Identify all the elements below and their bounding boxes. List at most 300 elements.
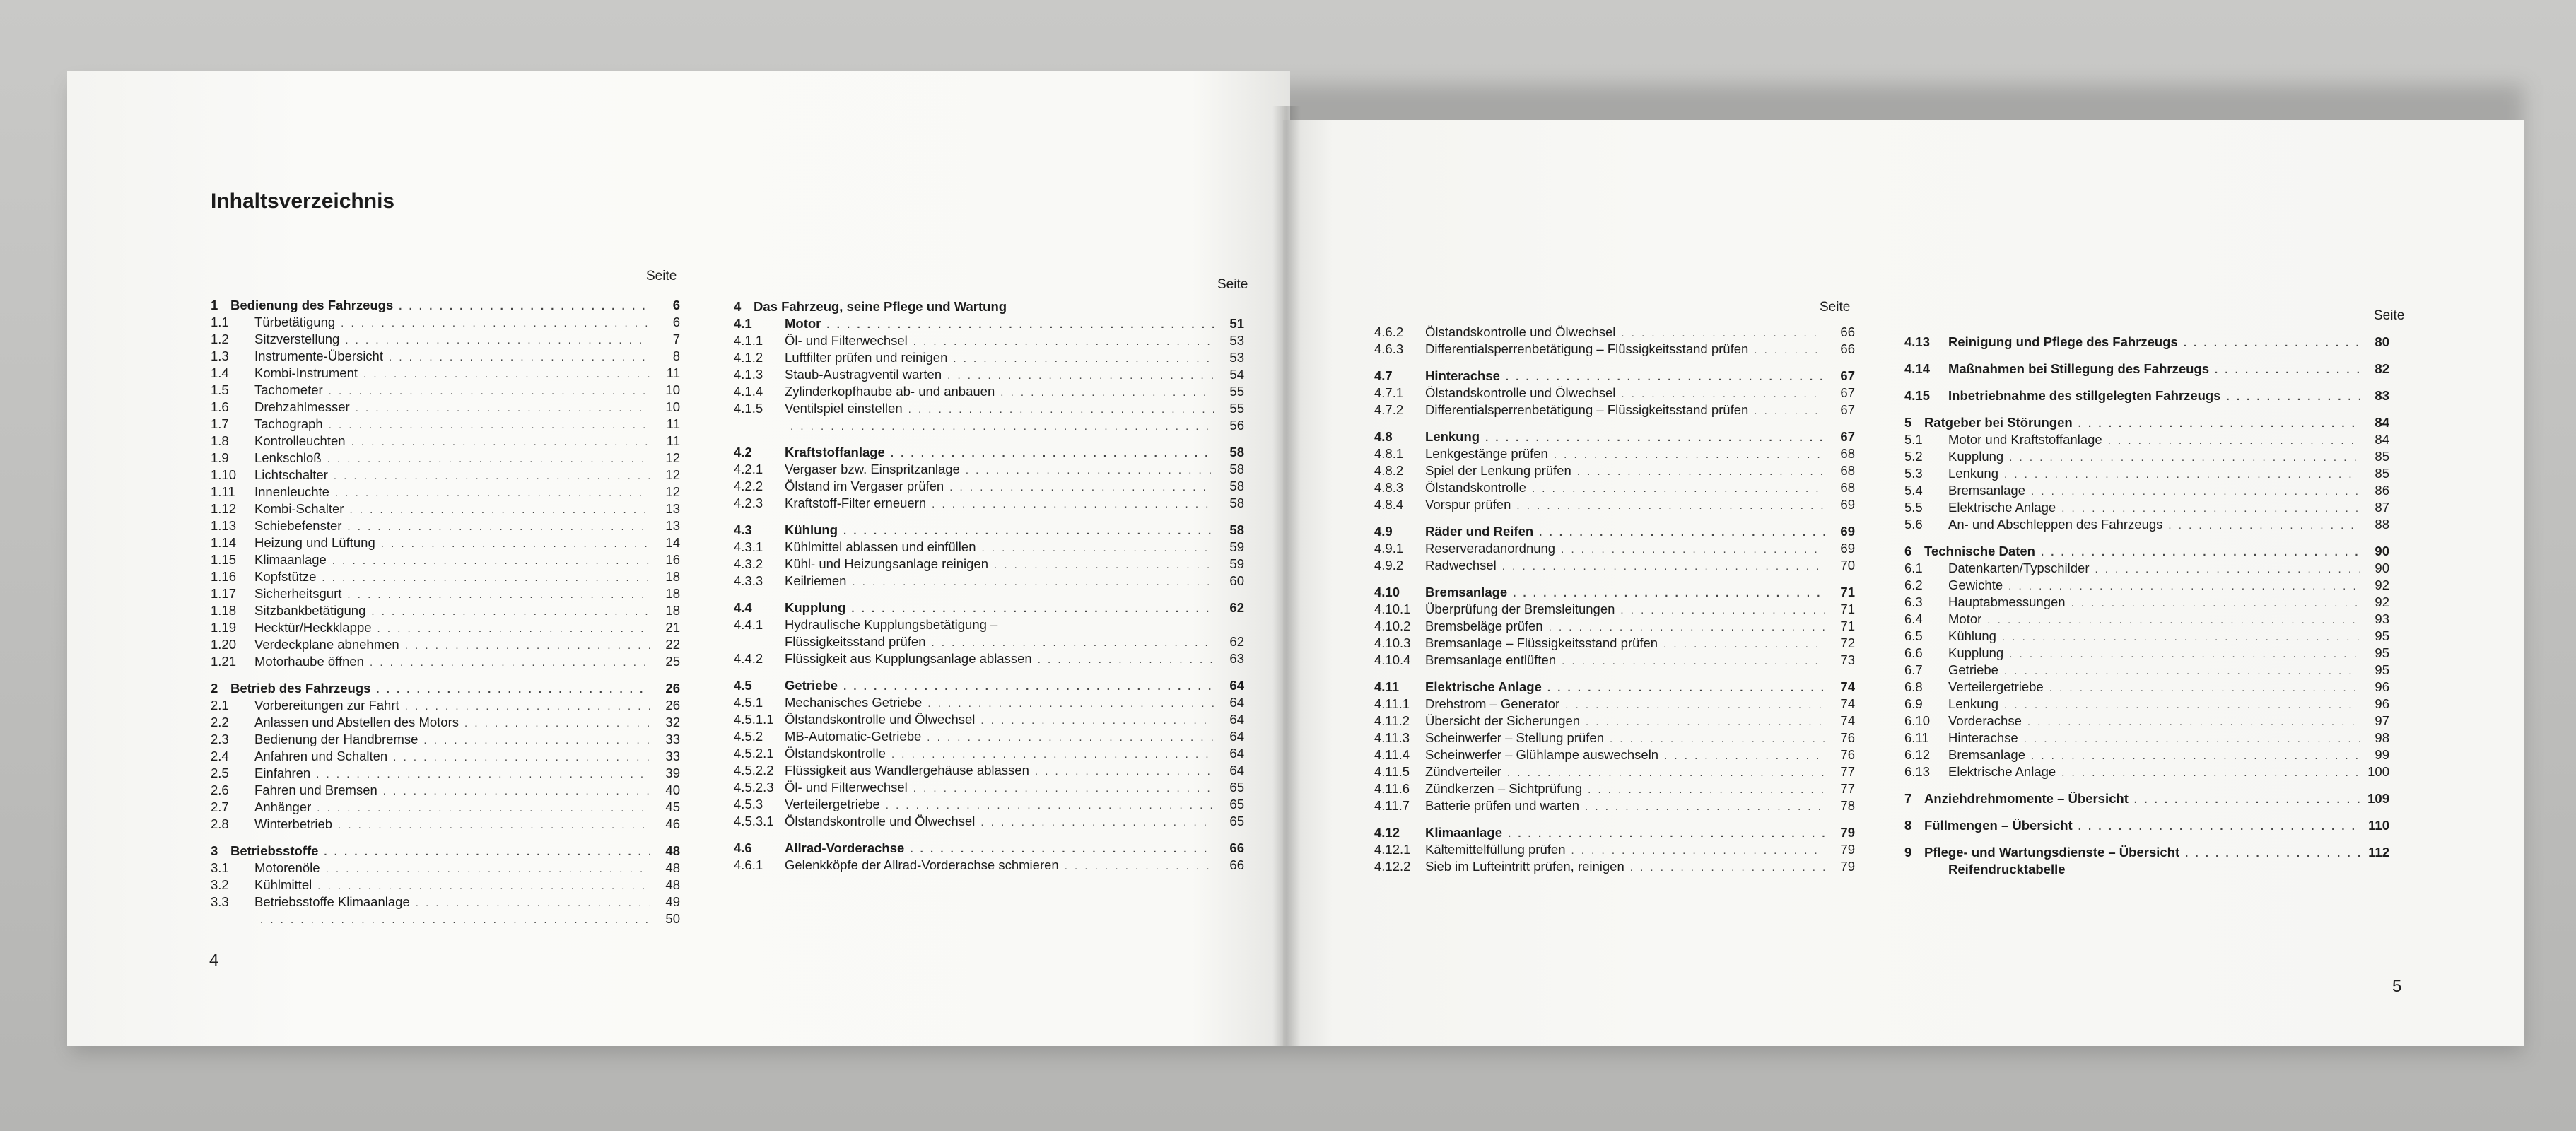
toc-leader-dots bbox=[1502, 558, 1825, 575]
toc-entry bbox=[211, 314, 680, 331]
toc-leader-dots bbox=[851, 601, 1214, 618]
toc-entry-number: 4.1.3 bbox=[734, 367, 763, 382]
toc-entry-title: Differentialsperrenbetätigung – Flüssigkeitsstand prüfen bbox=[1425, 341, 1749, 356]
toc-entry-number: 6.7 bbox=[1904, 662, 1923, 677]
toc-entry bbox=[734, 349, 1244, 366]
toc-leader-dots bbox=[980, 713, 1214, 729]
toc-entry bbox=[211, 782, 680, 799]
toc-entry-title: Kupplung bbox=[1948, 449, 2004, 464]
toc-entry bbox=[211, 416, 680, 433]
toc-entry bbox=[734, 616, 1244, 633]
toc-leader-dots bbox=[927, 729, 1214, 746]
toc-entry-title: Maßnahmen bei Stillegung des Fahrzeugs bbox=[1948, 361, 2210, 376]
toc-entry bbox=[1374, 713, 1855, 729]
toc-entry bbox=[211, 653, 680, 670]
toc-leader-dots bbox=[2009, 450, 2360, 467]
toc-entry-title: Ventilspiel einstellen bbox=[785, 401, 903, 416]
toc-entry bbox=[734, 444, 1244, 461]
toc-entry-number: 4.5 bbox=[734, 678, 752, 693]
toc-entry-number: 4.6.3 bbox=[1374, 341, 1404, 356]
toc-entry-number: 6.3 bbox=[1904, 594, 1923, 609]
toc-entry-title: Ölstandskontrolle und Ölwechsel bbox=[1425, 385, 1616, 400]
toc-leader-dots bbox=[1485, 430, 1825, 447]
toc-entry-page: 59 bbox=[1229, 539, 1244, 554]
toc-entry-number: 3.3 bbox=[211, 894, 229, 909]
toc-entry bbox=[1374, 402, 1855, 418]
toc-entry-page: 64 bbox=[1229, 729, 1244, 744]
toc-entry bbox=[211, 348, 680, 365]
toc-entry-page: 26 bbox=[665, 698, 680, 713]
toc-entry-number: 6.1 bbox=[1904, 561, 1923, 575]
toc-leader-dots bbox=[1663, 636, 1825, 653]
toc-entry-title: Staub-Austragventil warten bbox=[785, 367, 942, 382]
toc-leader-dots bbox=[1554, 447, 1825, 464]
toc-entry-page: 87 bbox=[2375, 500, 2389, 515]
toc-entry-title: Übersicht der Sicherungen bbox=[1425, 713, 1581, 728]
toc-entry-number: 4.5.1 bbox=[734, 695, 763, 710]
toc-entry-title: Kontrolleuchten bbox=[254, 433, 346, 448]
toc-leader-dots bbox=[932, 496, 1214, 513]
toc-entry bbox=[734, 779, 1244, 796]
toc-entry-number: 6.9 bbox=[1904, 696, 1923, 711]
toc-entry-number: 4.7.1 bbox=[1374, 385, 1404, 400]
toc-entry-page: 58 bbox=[1229, 479, 1244, 493]
toc-entry-page: 76 bbox=[1840, 730, 1855, 745]
toc-entry-title: Sicherheitsgurt bbox=[254, 586, 342, 601]
toc-entry-number: 2 bbox=[211, 681, 218, 696]
toc-entry-number: 4.4 bbox=[734, 600, 752, 615]
toc-entry-title: Schiebefenster bbox=[254, 518, 342, 533]
toc-leader-dots bbox=[370, 655, 650, 672]
toc-entry bbox=[734, 599, 1244, 616]
toc-entry-number: 4.7.2 bbox=[1374, 402, 1404, 417]
toc-entry-number: 4.6 bbox=[734, 840, 752, 855]
toc-entry bbox=[1904, 499, 2389, 516]
toc-entry bbox=[211, 450, 680, 467]
toc-entry-page: 48 bbox=[665, 843, 680, 858]
toc-entry-title: Pflege- und Wartungsdienste – Übersicht bbox=[1924, 845, 2180, 860]
toc-entry bbox=[734, 813, 1244, 830]
toc-entry bbox=[1904, 465, 2389, 482]
toc-entry-page: 96 bbox=[2375, 679, 2389, 694]
toc-leader-dots bbox=[351, 434, 650, 451]
toc-entry-page: 95 bbox=[2375, 628, 2389, 643]
toc-entry-page: 71 bbox=[1840, 585, 1855, 599]
toc-entry-title: Lenkung bbox=[1948, 696, 1998, 711]
toc-entry-title: Ölstandskontrolle und Ölwechsel bbox=[785, 814, 976, 828]
toc-entry-page: 12 bbox=[665, 450, 680, 465]
toc-entry-number: 4.3 bbox=[734, 522, 752, 537]
toc-entry-title: Elektrische Anlage bbox=[1948, 764, 2056, 779]
toc-leader-dots bbox=[913, 334, 1214, 351]
toc-leader-dots bbox=[338, 817, 650, 834]
toc-entry-title: Verdeckplane abnehmen bbox=[254, 637, 399, 652]
toc-entry bbox=[211, 399, 680, 416]
toc-leader-dots bbox=[2185, 845, 2360, 862]
toc-entry-page: 64 bbox=[1229, 746, 1244, 761]
toc-entry-title: Drehzahlmesser bbox=[254, 399, 350, 414]
toc-entry-page: 68 bbox=[1840, 463, 1855, 478]
toc-entry-title: Reserveradanordnung bbox=[1425, 541, 1556, 556]
toc-entry-number: 1.6 bbox=[211, 399, 229, 414]
toc-entry-title: Bremsanlage bbox=[1948, 483, 2026, 498]
toc-entry bbox=[1374, 824, 1855, 841]
toc-entry-number: 4.11.3 bbox=[1374, 730, 1410, 745]
toc-entry bbox=[1374, 601, 1855, 618]
toc-entry-title: Öl- und Filterwechsel bbox=[785, 333, 908, 348]
toc-entry bbox=[734, 711, 1244, 728]
toc-leader-dots bbox=[2108, 433, 2360, 450]
toc-entry-title: Technische Daten bbox=[1924, 544, 2035, 558]
toc-entry bbox=[734, 298, 1244, 315]
toc-entry-page: 86 bbox=[2375, 483, 2389, 498]
toc-leader-dots bbox=[2071, 595, 2360, 612]
toc-entry bbox=[1374, 496, 1855, 513]
toc-entry-number: 4.1 bbox=[734, 316, 752, 331]
toc-leader-dots bbox=[949, 479, 1214, 496]
toc-leader-dots bbox=[347, 519, 650, 536]
toc-entry-number: 4.14 bbox=[1904, 361, 1931, 376]
toc-entry-page: 40 bbox=[665, 783, 680, 797]
toc-entry-page: 62 bbox=[1229, 634, 1244, 649]
toc-entry bbox=[1904, 746, 2389, 763]
toc-entry-number: 4.11.4 bbox=[1374, 747, 1410, 762]
toc-entry-title: Bedienung der Handbremse bbox=[254, 732, 418, 746]
toc-entry-page: 33 bbox=[665, 732, 680, 746]
toc-entry-page: 79 bbox=[1840, 825, 1855, 840]
toc-entry bbox=[1374, 428, 1855, 445]
toc-leader-dots bbox=[2008, 578, 2360, 595]
toc-entry-page: 8 bbox=[672, 348, 680, 363]
toc-entry-number: 6.6 bbox=[1904, 645, 1923, 660]
toc-entry bbox=[211, 697, 680, 714]
toc-leader-dots bbox=[1000, 385, 1214, 402]
toc-entry bbox=[1904, 611, 2389, 628]
toc-entry-number: 1.11 bbox=[211, 484, 235, 499]
toc-entry bbox=[211, 297, 680, 314]
toc-entry-page: 66 bbox=[1840, 341, 1855, 356]
toc-entry bbox=[211, 602, 680, 619]
toc-entry bbox=[211, 467, 680, 484]
toc-entry-number: 4.5.2.2 bbox=[734, 763, 774, 778]
toc-entry-number: 2.3 bbox=[211, 732, 229, 746]
toc-entry-page: 22 bbox=[665, 637, 680, 652]
toc-entry-page: 65 bbox=[1229, 780, 1244, 795]
toc-entry-title: Ölstand im Vergaser prüfen bbox=[785, 479, 944, 493]
toc-entry-number: 1.9 bbox=[211, 450, 229, 465]
toc-entry bbox=[1904, 628, 2389, 645]
toc-entry-page: 66 bbox=[1229, 857, 1244, 872]
toc-entry bbox=[211, 843, 680, 860]
toc-entry-title: Zündverteiler bbox=[1425, 764, 1501, 779]
toc-entry-page: 67 bbox=[1840, 385, 1855, 400]
toc-leader-dots bbox=[843, 523, 1214, 540]
toc-entry bbox=[734, 796, 1244, 813]
toc-entry-number: 1.14 bbox=[211, 535, 237, 550]
toc-entry-page: 25 bbox=[665, 654, 680, 669]
toc-entry-page: 110 bbox=[2368, 818, 2389, 833]
toc-entry-number: 1.13 bbox=[211, 518, 237, 533]
toc-entry-number: 1.16 bbox=[211, 569, 237, 584]
toc-leader-dots bbox=[327, 451, 650, 468]
toc-entry-title: Kombi-Schalter bbox=[254, 501, 344, 516]
toc-entry-title: Drehstrom – Generator bbox=[1425, 696, 1560, 711]
toc-entry-title: Kühlmittel ablassen und einfüllen bbox=[785, 539, 976, 554]
toc-entry-page: 11 bbox=[666, 416, 680, 431]
toc-entry-number: 5.5 bbox=[1904, 500, 1923, 515]
toc-leader-dots bbox=[1035, 763, 1214, 780]
toc-entry-page: 6 bbox=[672, 298, 680, 312]
toc-entry-title: Öl- und Filterwechsel bbox=[785, 780, 908, 795]
toc-leader-dots bbox=[1610, 731, 1825, 748]
toc-entry-number: 4.5.1.1 bbox=[734, 712, 774, 727]
toc-entry bbox=[211, 877, 680, 893]
toc-leader-dots bbox=[335, 485, 650, 502]
toc-entry-title: Elektrische Anlage bbox=[1948, 500, 2056, 515]
toc-entry bbox=[1904, 861, 2389, 878]
toc-entry bbox=[734, 539, 1244, 556]
toc-entry-page: 74 bbox=[1840, 713, 1855, 728]
toc-entry-number: 4.11.2 bbox=[1374, 713, 1410, 728]
toc-entry-number: 4.8 bbox=[1374, 429, 1393, 444]
toc-leader-dots bbox=[852, 574, 1214, 591]
toc-entry-title: Ratgeber bei Störungen bbox=[1924, 415, 2073, 430]
toc-leader-dots bbox=[345, 332, 650, 349]
toc-entry-number: 4.11.7 bbox=[1374, 798, 1410, 813]
toc-entry bbox=[1904, 482, 2389, 499]
toc-entry bbox=[1904, 844, 2389, 861]
toc-entry bbox=[1374, 385, 1855, 402]
toc-leader-dots bbox=[2061, 500, 2360, 517]
toc-entry bbox=[734, 728, 1244, 745]
toc-entry-page: 77 bbox=[1840, 764, 1855, 779]
toc-entry-page: 12 bbox=[665, 484, 680, 499]
toc-leader-dots bbox=[826, 317, 1214, 334]
toc-entry-page: 64 bbox=[1229, 695, 1244, 710]
toc-entry-title: Flüssigkeit aus Wandlergehäuse ablassen bbox=[785, 763, 1029, 778]
toc-entry bbox=[1374, 652, 1855, 669]
toc-leader-dots bbox=[843, 679, 1214, 696]
toc-leader-dots bbox=[2009, 646, 2360, 663]
toc-entry-number: 4.6.1 bbox=[734, 857, 763, 872]
toc-entry-page: 26 bbox=[665, 681, 680, 696]
toc-entry bbox=[734, 478, 1244, 495]
toc-entry-number: 1.10 bbox=[211, 467, 237, 482]
toc-entry-page: 68 bbox=[1840, 480, 1855, 495]
toc-entry bbox=[1904, 361, 2389, 377]
toc-leader-dots bbox=[1507, 765, 1825, 782]
toc-entry bbox=[734, 332, 1244, 349]
toc-leader-dots bbox=[326, 861, 650, 878]
toc-entry-title: Motorenöle bbox=[254, 860, 320, 875]
toc-entry bbox=[734, 522, 1244, 539]
toc-entry bbox=[734, 694, 1244, 711]
toc-entry bbox=[211, 568, 680, 585]
toc-entry bbox=[1904, 713, 2389, 729]
toc-entry-number: 4.1.1 bbox=[734, 333, 763, 348]
toc-column-1 bbox=[211, 297, 680, 927]
toc-entry-title: Reinigung und Pflege des Fahrzeugs bbox=[1948, 334, 2178, 349]
toc-entry-page: 11 bbox=[666, 365, 680, 380]
toc-entry bbox=[1904, 662, 2389, 679]
toc-entry-title: Kühlung bbox=[785, 522, 838, 537]
toc-entry-page: 16 bbox=[665, 552, 680, 567]
toc-entry-page: 80 bbox=[2375, 334, 2389, 349]
toc-entry-title: Betrieb des Fahrzeugs bbox=[230, 681, 371, 696]
toc-entry-number: 4.2 bbox=[734, 445, 752, 459]
toc-entry-page: 88 bbox=[2375, 517, 2389, 532]
toc-entry-page: 74 bbox=[1840, 696, 1855, 711]
toc-entry-number: 2.8 bbox=[211, 816, 229, 831]
toc-leader-dots bbox=[908, 402, 1214, 418]
toc-entry-page: 71 bbox=[1840, 619, 1855, 633]
toc-entry-title: Bedienung des Fahrzeugs bbox=[230, 298, 394, 312]
toc-entry-page: 90 bbox=[2375, 561, 2389, 575]
toc-leader-dots bbox=[347, 587, 650, 604]
toc-entry-number: 4.5.3 bbox=[734, 797, 763, 811]
toc-entry bbox=[1374, 635, 1855, 652]
toc-entry-number: 4.10.3 bbox=[1374, 635, 1411, 650]
toc-entry-number: 7 bbox=[1904, 791, 1912, 806]
toc-leader-dots bbox=[1561, 541, 1825, 558]
toc-entry-title: Motor bbox=[785, 316, 821, 331]
toc-entry-title: Das Fahrzeug, seine Pflege und Wartung bbox=[754, 299, 1007, 314]
toc-entry-number: 3.2 bbox=[211, 877, 229, 892]
toc-entry-page: 72 bbox=[1840, 635, 1855, 650]
toc-column-4 bbox=[1904, 334, 2389, 878]
toc-entry-title: Füllmengen – Übersicht bbox=[1924, 818, 2073, 833]
toc-leader-dots bbox=[891, 445, 1214, 462]
toc-entry-number: 2.1 bbox=[211, 698, 229, 713]
toc-entry-number: 1.15 bbox=[211, 552, 237, 567]
toc-entry-number: 1.19 bbox=[211, 620, 237, 635]
toc-entry-number: 4.5.3.1 bbox=[734, 814, 774, 828]
toc-entry-page: 69 bbox=[1840, 541, 1855, 556]
toc-entry bbox=[211, 365, 680, 382]
toc-entry-page: 96 bbox=[2375, 696, 2389, 711]
toc-entry-title: Tachograph bbox=[254, 416, 323, 431]
toc-entry bbox=[734, 461, 1244, 478]
toc-entry bbox=[1904, 414, 2389, 431]
toc-leader-dots bbox=[1571, 843, 1825, 860]
toc-entry-number: 5.4 bbox=[1904, 483, 1923, 498]
toc-entry-page: 13 bbox=[665, 501, 680, 516]
toc-leader-dots bbox=[1513, 585, 1825, 602]
toc-entry bbox=[1374, 324, 1855, 341]
toc-entry bbox=[211, 551, 680, 568]
toc-leader-dots bbox=[317, 878, 650, 895]
toc-entry-number: 2.7 bbox=[211, 799, 229, 814]
toc-entry bbox=[211, 517, 680, 534]
toc-entry-number: 4.10 bbox=[1374, 585, 1400, 599]
toc-entry-number: 1.12 bbox=[211, 501, 237, 516]
toc-entry bbox=[1904, 763, 2389, 780]
toc-leader-dots bbox=[416, 895, 650, 912]
toc-entry-page: 54 bbox=[1229, 367, 1244, 382]
toc-entry-number: 4.5.2.3 bbox=[734, 780, 774, 795]
toc-entry-page: 66 bbox=[1840, 324, 1855, 339]
toc-entry-title: Sitzverstellung bbox=[254, 332, 340, 346]
toc-entry bbox=[1904, 334, 2389, 351]
toc-entry-page: 79 bbox=[1840, 859, 1855, 874]
toc-entry-number: 1.18 bbox=[211, 603, 237, 618]
toc-entry-number: 1.1 bbox=[211, 315, 229, 329]
toc-entry-number: 5.1 bbox=[1904, 432, 1923, 447]
toc-entry-title: Bremsanlage bbox=[1948, 747, 2026, 762]
toc-entry-title: Anlassen und Abstellen des Motors bbox=[254, 715, 459, 729]
toc-entry-title: Kombi-Instrument bbox=[254, 365, 358, 380]
toc-entry-title: Überprüfung der Bremsleitungen bbox=[1425, 602, 1615, 616]
toc-entry bbox=[1904, 431, 2389, 448]
toc-leader-dots bbox=[932, 635, 1215, 652]
toc-entry-page: 48 bbox=[665, 860, 680, 875]
toc-entry bbox=[1374, 780, 1855, 797]
toc-entry-number: 4.11.6 bbox=[1374, 781, 1410, 796]
toc-entry bbox=[1904, 560, 2389, 577]
toc-entry-title: Lenkung bbox=[1425, 429, 1480, 444]
toc-entry-title: Scheinwerfer – Glühlampe auswechseln bbox=[1425, 747, 1659, 762]
toc-entry-title: Zündkerzen – Sichtprüfung bbox=[1425, 781, 1583, 796]
toc-entry bbox=[211, 585, 680, 602]
toc-entry-page: 90 bbox=[2375, 544, 2389, 558]
toc-entry-number: 4.4.1 bbox=[734, 617, 763, 632]
toc-entry-title: Räder und Reifen bbox=[1425, 524, 1534, 539]
toc-entry-page: 69 bbox=[1840, 524, 1855, 539]
toc-entry bbox=[211, 731, 680, 748]
toc-entry bbox=[734, 556, 1244, 573]
toc-entry-page: 18 bbox=[665, 569, 680, 584]
toc-entry-title: Winterbetrieb bbox=[254, 816, 333, 831]
toc-entry bbox=[1904, 543, 2389, 560]
toc-entry-title: Ölstandskontrolle und Ölwechsel bbox=[1425, 324, 1616, 339]
toc-entry bbox=[1904, 594, 2389, 611]
toc-entry-page: 33 bbox=[665, 749, 680, 763]
toc-leader-dots bbox=[1588, 782, 1825, 799]
toc-entry-page: 51 bbox=[1229, 316, 1244, 331]
toc-entry-number: 4.11 bbox=[1374, 679, 1399, 694]
toc-leader-dots bbox=[2024, 731, 2360, 748]
toc-leader-dots bbox=[2227, 389, 2360, 406]
toc-leader-dots bbox=[1516, 498, 1825, 515]
toc-entry-number: 4.15 bbox=[1904, 388, 1931, 403]
toc-entry-number: 6.13 bbox=[1904, 764, 1931, 779]
toc-entry-page: 92 bbox=[2375, 578, 2389, 592]
toc-entry-title: Vergaser bzw. Einspritzanlage bbox=[785, 462, 960, 476]
toc-entry-number: 4.4.2 bbox=[734, 651, 763, 666]
toc-entry-page: 66 bbox=[1229, 840, 1244, 855]
toc-entry-page: 93 bbox=[2375, 611, 2389, 626]
toc-entry-page: 65 bbox=[1229, 797, 1244, 811]
toc-entry-page: 7 bbox=[672, 332, 680, 346]
toc-entry-number: 4.1.2 bbox=[734, 350, 763, 365]
toc-entry-number: 1.8 bbox=[211, 433, 229, 448]
toc-entry-number: 6.2 bbox=[1904, 578, 1923, 592]
toc-entry-title: Getriebe bbox=[1948, 662, 1998, 677]
right-page-number: 5 bbox=[2392, 977, 2402, 996]
toc-entry-page: 99 bbox=[2375, 747, 2389, 762]
toc-leader-dots bbox=[260, 912, 650, 929]
toc-entry-number: 4.1.5 bbox=[734, 401, 763, 416]
toc-entry-page: 58 bbox=[1229, 496, 1244, 510]
toc-entry-number: 6.11 bbox=[1904, 730, 1929, 745]
toc-leader-dots bbox=[1532, 481, 1825, 498]
toc-entry-page: 53 bbox=[1229, 350, 1244, 365]
toc-entry-page: 6 bbox=[672, 315, 680, 329]
toc-leader-dots bbox=[1620, 602, 1825, 619]
toc-entry-page: 14 bbox=[665, 535, 680, 550]
toc-entry-number: 6.4 bbox=[1904, 611, 1923, 626]
toc-entry-number: 1.4 bbox=[211, 365, 229, 380]
